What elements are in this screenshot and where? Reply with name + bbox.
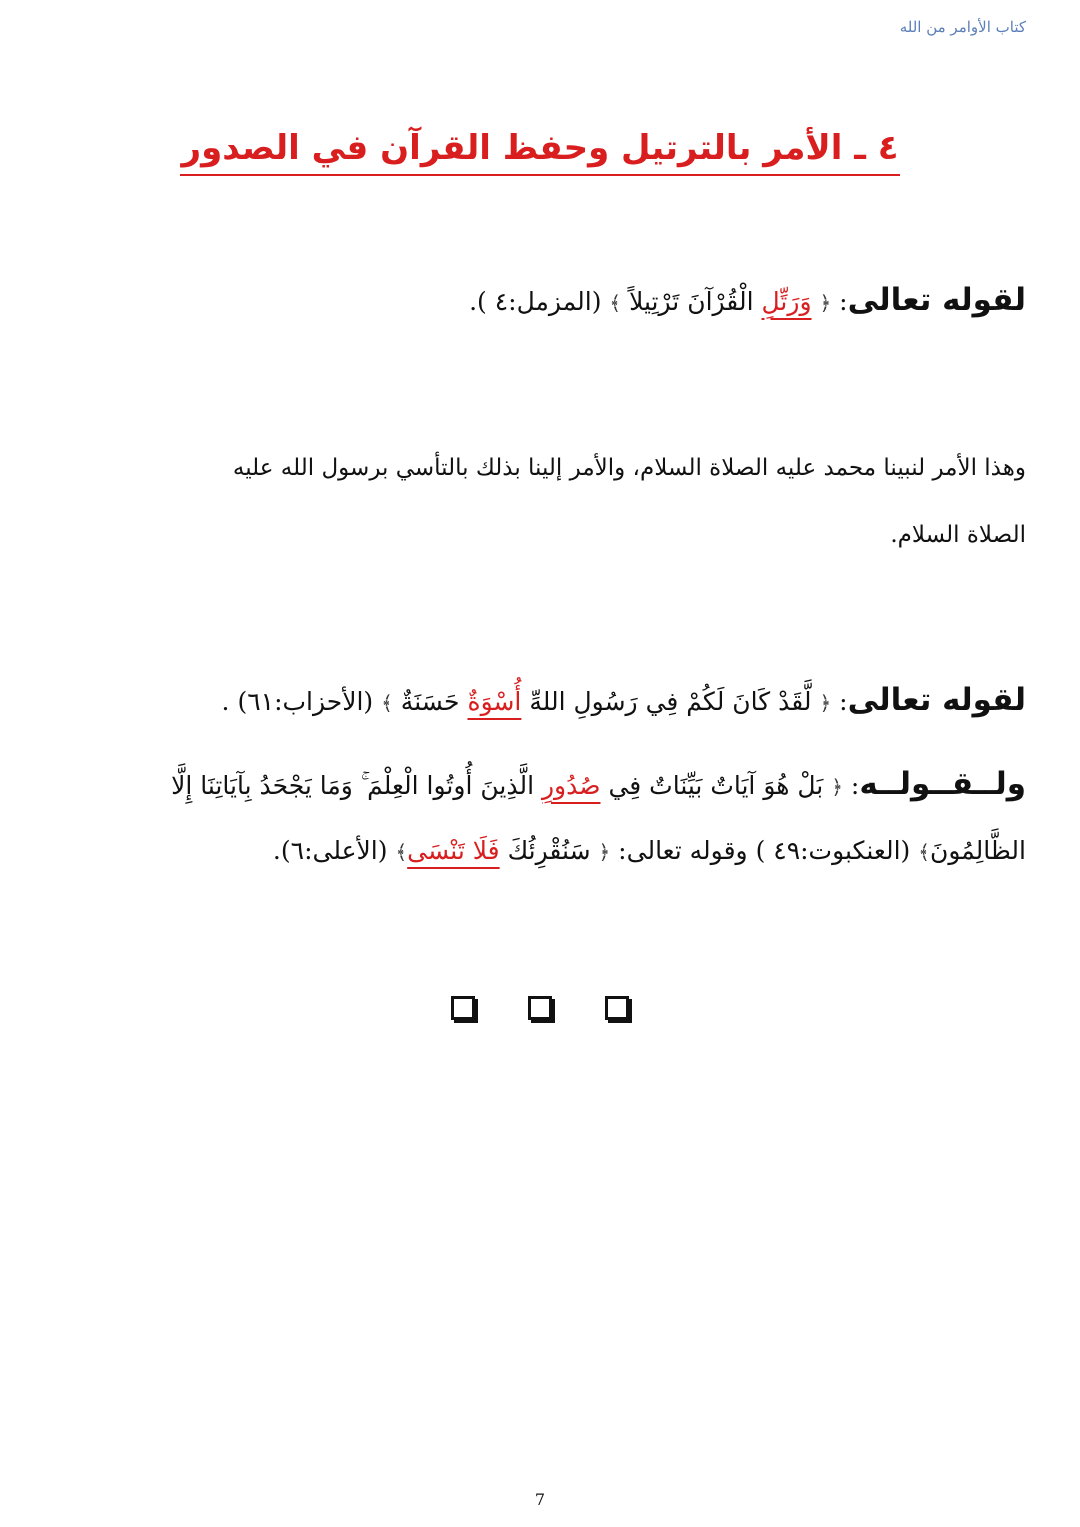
- highlighted-word: وَرَتِّلِ: [761, 287, 812, 316]
- verse-colon: :: [839, 687, 848, 716]
- verse-reference: (المزمل:٤ ).: [469, 287, 602, 316]
- verse-lead: ولــقــولــه: [859, 766, 1026, 802]
- verse-line-2: [70, 682, 1026, 718]
- verse-line-1: [70, 282, 1026, 318]
- verse-text: الَّذِينَ أُوتُوا الْعِلْمَ ۚ وَمَا يَجْحَدُ بِآيَاتِنَا إِلَّا: [171, 771, 535, 800]
- ornate-bracket-close: ﴾: [395, 840, 408, 864]
- verse-text: حَسَنَةٌ: [400, 687, 460, 716]
- ornate-bracket-open: ﴿: [819, 691, 832, 715]
- highlighted-word: فَلَا تَنْسَى: [407, 836, 500, 865]
- section-title: ٤ ـ الأمر بالترتيل وحفظ القرآن في الصدور: [180, 128, 900, 176]
- checkbox-square-icon: [605, 996, 629, 1020]
- verse-reference: (العنكبوت:٤٩ ): [755, 836, 911, 865]
- verse-connector: وقوله تعالى: [626, 836, 748, 865]
- verse-text: الظَّالِمُونَ: [929, 836, 1026, 865]
- ornate-bracket-open: ﴿: [831, 775, 843, 799]
- ornate-bracket-close: ﴾: [381, 691, 393, 715]
- explanation-line-1: وهذا الأمر لنبينا محمد عليه الصلاة السلام، والأمر إلينا بذلك بالتأسي برسول الله عليه: [232, 455, 1026, 481]
- checkbox-square-icon: [528, 996, 552, 1020]
- highlighted-word: صُدُورِ: [541, 771, 601, 800]
- running-header: كتاب الأوامر من الله: [899, 18, 1026, 36]
- ornate-bracket-open: ﴿: [819, 291, 832, 315]
- verse-text: سَنُقْرِئُكَ: [507, 836, 591, 865]
- explanation-line-2: الصلاة السلام.: [890, 522, 1026, 548]
- verse-line-4: [70, 836, 1026, 865]
- ornate-bracket-open: ﴿: [598, 840, 611, 864]
- checkbox-square-icon: [451, 996, 475, 1020]
- verse-text: بَلْ هُوَ آيَاتٌ بَيِّنَاتٌ فِي: [608, 771, 824, 800]
- verse-line-3: [70, 766, 1026, 802]
- verse-colon: :: [850, 771, 860, 800]
- page-number: 7: [534, 1490, 546, 1509]
- verse-lead: لقوله تعالى: [847, 682, 1026, 718]
- verse-text: الْقُرْآنَ تَرْتِيلاً: [629, 287, 754, 316]
- verse-text: لَّقَدْ كَانَ لَكُمْ فِي رَسُولِ اللهِّ: [529, 687, 812, 716]
- section-divider: [0, 996, 1080, 1024]
- verse-reference: (الأحزاب:٦١) .: [221, 687, 374, 716]
- ornate-bracket-close: ﴾: [609, 291, 622, 315]
- ornate-bracket-close: ﴾: [918, 840, 930, 864]
- verse-colon: :: [618, 836, 627, 865]
- highlighted-word: أُسْوَةٌ: [467, 687, 522, 716]
- verse-colon: :: [839, 287, 848, 316]
- verse-reference: (الأعلى:٦).: [272, 836, 388, 865]
- verse-lead: لقوله تعالى: [847, 282, 1026, 318]
